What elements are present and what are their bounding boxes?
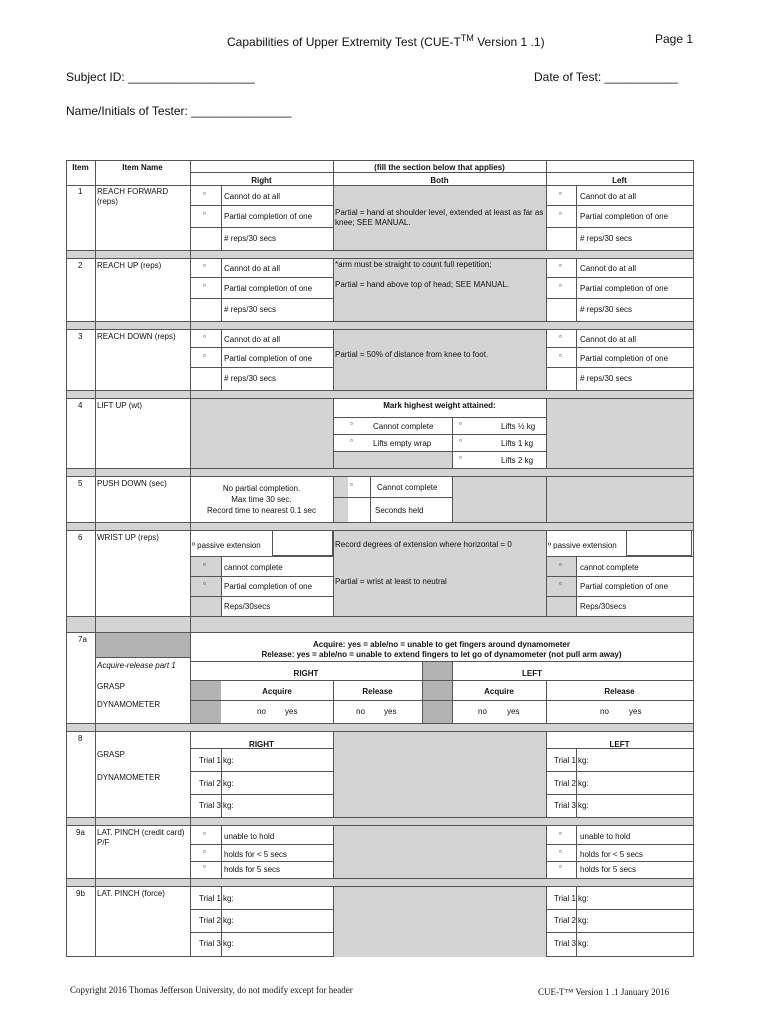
left-reps[interactable]: # reps/30 secs — [580, 374, 633, 383]
left-cannot: cannot complete — [580, 563, 639, 572]
both-note: Partial = wrist at least to neutral — [335, 577, 447, 586]
checkbox[interactable]: ▫ — [203, 579, 206, 588]
checkbox[interactable]: ▫ — [459, 419, 462, 428]
push-note: Record time to nearest 0.1 sec — [207, 506, 316, 515]
item-name: WRIST UP (reps) — [97, 533, 159, 542]
acquire-definition: Acquire: yes = able/no = unable to get fingers around dynamometer — [313, 640, 570, 649]
item-name: LAT. PINCH (force) — [97, 889, 165, 898]
item-name: GRASP — [97, 682, 126, 691]
left-passive-box[interactable] — [626, 530, 692, 556]
right-partial: Partial completion of one — [224, 582, 313, 591]
item-name: REACH UP (reps) — [97, 261, 162, 270]
kg-field[interactable]: kg: — [223, 916, 234, 925]
both-note: Partial = hand at shoulder level, extended at least as far as knee; SEE MANUAL. — [335, 208, 544, 227]
option-no[interactable]: no — [478, 707, 487, 716]
kg-field[interactable]: kg: — [223, 894, 234, 903]
page-number: Page 1 — [655, 32, 694, 46]
right-5secs: holds for 5 secs — [224, 865, 281, 874]
kg-field[interactable]: kg: — [223, 801, 234, 810]
acquire-release-part: Acquire-release part 1 — [97, 661, 176, 670]
checkbox[interactable]: ▫ — [459, 453, 462, 462]
item-number: 7a — [78, 635, 87, 644]
checkbox[interactable]: ▫ — [559, 189, 562, 198]
title-version: Version 1 .1) — [473, 35, 545, 49]
checkbox[interactable]: ▫ — [350, 480, 353, 489]
trial-2: Trial 2 — [199, 916, 221, 925]
item-number: 3 — [78, 332, 83, 341]
trademark-sup: TM — [460, 33, 474, 43]
left-reps[interactable]: Reps/30secs — [580, 602, 627, 611]
item-name: LAT. PINCH (credit card) P/F — [97, 828, 185, 847]
item-name: GRASP — [97, 750, 126, 759]
right-partial: Partial completion of one — [224, 212, 313, 221]
shaded-cell — [190, 680, 221, 723]
right-unable: unable to hold — [224, 832, 275, 841]
left-partial: Partial completion of one — [580, 582, 669, 591]
item-number: 1 — [78, 187, 83, 196]
checkbox[interactable]: ▫ — [203, 332, 206, 341]
left-partial: Partial completion of one — [580, 354, 669, 363]
item-number: 5 — [78, 479, 83, 488]
right-reps[interactable]: # reps/30 secs — [224, 234, 277, 243]
push-note: Max time 30 sec. — [231, 495, 292, 504]
right-cannot: Cannot do at all — [224, 264, 281, 273]
item-number: 9a — [76, 828, 85, 837]
shaded-cell — [452, 476, 546, 522]
separator — [67, 723, 693, 731]
separator — [67, 616, 693, 632]
right-partial: Partial completion of one — [224, 284, 313, 293]
title-text: Capabilities of Upper Extremity Test (CUE-T — [227, 35, 461, 49]
checkbox[interactable]: ▫ — [559, 351, 562, 360]
trial-3: Trial 3 — [554, 801, 576, 810]
right-passive: º passive extension — [192, 541, 261, 550]
checkbox[interactable]: ▫ — [559, 847, 562, 856]
col-item-name: Item Name — [122, 163, 163, 172]
left-cannot: Cannot do at all — [580, 335, 637, 344]
checkbox[interactable]: ▫ — [203, 281, 206, 290]
trial-3: Trial 3 — [554, 939, 576, 948]
checkbox[interactable]: ▫ — [350, 419, 353, 428]
left-acquire: Acquire — [484, 687, 514, 696]
kg-field[interactable]: kg: — [578, 939, 589, 948]
left-cannot: Cannot do at all — [580, 192, 637, 201]
push-cannot: Cannot complete — [377, 483, 438, 492]
right-reps[interactable]: Reps/30secs — [224, 602, 271, 611]
checkbox[interactable]: ▫ — [203, 862, 206, 871]
col-right: Right — [251, 176, 272, 185]
checkbox[interactable]: ▫ — [559, 209, 562, 218]
trial-3: Trial 3 — [199, 939, 221, 948]
item-name: REACH DOWN (reps) — [97, 332, 176, 341]
col-fill-note: (fill the section below that applies) — [374, 163, 505, 172]
right-acquire: Acquire — [262, 687, 292, 696]
left-header: LEFT — [609, 740, 630, 749]
right-partial: Partial completion of one — [224, 354, 313, 363]
option-yes[interactable]: yes — [285, 707, 298, 716]
option-no[interactable]: no — [257, 707, 266, 716]
shaded-cell — [422, 661, 452, 723]
checkbox[interactable]: ▫ — [203, 847, 206, 856]
form-title — [227, 33, 545, 49]
shaded-both — [333, 825, 546, 878]
item-name: DYNAMOMETER — [97, 700, 161, 709]
checkbox[interactable]: ▫ — [350, 436, 353, 445]
both-note: Record degrees of extension where horizontal = 0 — [335, 540, 512, 549]
left-reps[interactable]: # reps/30 secs — [580, 234, 633, 243]
col-left: Left — [612, 176, 627, 185]
lift-header: Mark highest weight attained: — [383, 401, 496, 410]
right-header: RIGHT — [249, 740, 274, 749]
item-number: 8 — [78, 734, 83, 743]
col-both: Both — [430, 176, 449, 185]
lift-1kg: Lifts 1 kg — [501, 439, 534, 448]
kg-field[interactable]: kg: — [578, 779, 589, 788]
version-footer: CUE-T™ Version 1 .1 January 2016 — [538, 987, 670, 997]
trial-1: Trial 1 — [199, 756, 221, 765]
item-number: 9b — [76, 889, 85, 898]
trial-3: Trial 3 — [199, 801, 221, 810]
right-header: RIGHT — [293, 669, 319, 678]
both-note: Partial = hand above top of head; SEE MANUAL. — [335, 280, 510, 289]
trial-2: Trial 2 — [554, 779, 576, 788]
shaded-left — [546, 398, 693, 468]
checkbox[interactable]: ▫ — [559, 862, 562, 871]
trial-1: Trial 1 — [199, 894, 221, 903]
right-cannot: Cannot do at all — [224, 335, 281, 344]
checkbox[interactable]: ▫ — [203, 209, 206, 218]
separator — [67, 390, 693, 398]
separator — [67, 250, 693, 258]
left-reps[interactable]: # reps/30 secs — [580, 305, 633, 314]
separator — [67, 878, 693, 886]
right-passive-box[interactable] — [272, 530, 333, 556]
lift-empty-wrap: Lifts empty wrap — [373, 439, 432, 448]
kg-field[interactable]: kg: — [578, 756, 589, 765]
option-no[interactable]: no — [356, 707, 365, 716]
push-seconds-held[interactable]: Seconds held — [375, 506, 424, 515]
item-number: 2 — [78, 261, 83, 270]
right-cannot: cannot complete — [224, 563, 283, 572]
push-note: No partial completion. — [222, 484, 301, 493]
option-yes[interactable]: yes — [507, 707, 520, 716]
kg-field[interactable]: kg: — [578, 916, 589, 925]
checkbox[interactable]: ▫ — [559, 560, 562, 569]
shaded-both — [333, 731, 546, 817]
both-note: *arm must be straight to count full repetition; — [335, 260, 492, 269]
kg-field[interactable]: kg: — [223, 939, 234, 948]
checkbox[interactable]: ▫ — [559, 332, 562, 341]
shaded-cell — [333, 451, 452, 468]
trial-1: Trial 1 — [554, 756, 576, 765]
separator — [67, 817, 693, 825]
trial-2: Trial 2 — [199, 779, 221, 788]
left-unable: unable to hold — [580, 832, 631, 841]
right-lt5: holds for < 5 secs — [224, 850, 287, 859]
shaded-name — [95, 632, 190, 657]
right-cannot: Cannot do at all — [224, 192, 281, 201]
checkbox[interactable]: ▫ — [559, 281, 562, 290]
item-name: LIFT UP (wt) — [97, 401, 143, 410]
checkbox[interactable]: ▫ — [203, 560, 206, 569]
item-number: 6 — [78, 533, 83, 542]
lift-half-kg: Lifts ½ kg — [501, 422, 536, 431]
left-partial: Partial completion of one — [580, 284, 669, 293]
kg-field[interactable]: kg: — [578, 894, 589, 903]
right-release: Release — [362, 687, 393, 696]
right-reps[interactable]: # reps/30 secs — [224, 305, 277, 314]
release-definition: Release: yes = able/no = unable to extend fingers to let go of dynamometer (not pull arm away) — [261, 650, 622, 659]
left-release: Release — [604, 687, 635, 696]
left-partial: Partial completion of one — [580, 212, 669, 221]
trial-1: Trial 1 — [554, 894, 576, 903]
checkbox[interactable]: ▫ — [459, 436, 462, 445]
item-name: DYNAMOMETER — [97, 773, 161, 782]
checkbox[interactable]: ▫ — [203, 189, 206, 198]
option-yes[interactable]: yes — [384, 707, 397, 716]
shaded-right — [190, 398, 333, 468]
subject-id-field[interactable]: Subject ID: ___________________ — [66, 70, 255, 84]
option-no[interactable]: no — [600, 707, 609, 716]
shaded-both — [333, 886, 546, 957]
shaded-both — [333, 476, 348, 522]
checkbox[interactable]: ▫ — [203, 351, 206, 360]
checkbox[interactable]: ▫ — [559, 829, 562, 838]
item-name: PUSH DOWN (sec) — [97, 479, 167, 488]
right-reps[interactable]: # reps/30 secs — [224, 374, 277, 383]
checkbox[interactable]: ▫ — [203, 261, 206, 270]
trial-2: Trial 2 — [554, 916, 576, 925]
kg-field[interactable]: kg: — [223, 779, 234, 788]
option-yes[interactable]: yes — [629, 707, 642, 716]
checkbox[interactable]: ▫ — [203, 829, 206, 838]
tester-field[interactable]: Name/Initials of Tester: _______________ — [66, 104, 292, 118]
kg-field[interactable]: kg: — [223, 756, 234, 765]
separator — [67, 321, 693, 329]
checkbox[interactable]: ▫ — [559, 261, 562, 270]
left-passive: º passive extension — [548, 541, 617, 550]
left-cannot: Cannot do at all — [580, 264, 637, 273]
separator — [67, 522, 693, 530]
item-name: REACH FORWARD (reps) — [97, 187, 169, 206]
left-5secs: holds for 5 secs — [580, 865, 637, 874]
both-note: Partial = 50% of distance from knee to foot. — [335, 350, 489, 359]
item-number: 4 — [78, 401, 83, 410]
kg-field[interactable]: kg: — [578, 801, 589, 810]
lift-cannot: Cannot complete — [373, 422, 434, 431]
copyright: Copyright 2016 Thomas Jefferson University, do not modify except for header — [70, 985, 353, 995]
shaded-left — [546, 476, 693, 522]
separator — [67, 468, 693, 476]
col-item: Item — [72, 163, 89, 172]
left-lt5: holds for < 5 secs — [580, 850, 643, 859]
lift-2kg: Lifts 2 kg — [501, 456, 534, 465]
date-of-test-field[interactable]: Date of Test: ___________ — [534, 70, 678, 84]
left-header: LEFT — [522, 669, 542, 678]
checkbox[interactable]: ▫ — [559, 579, 562, 588]
